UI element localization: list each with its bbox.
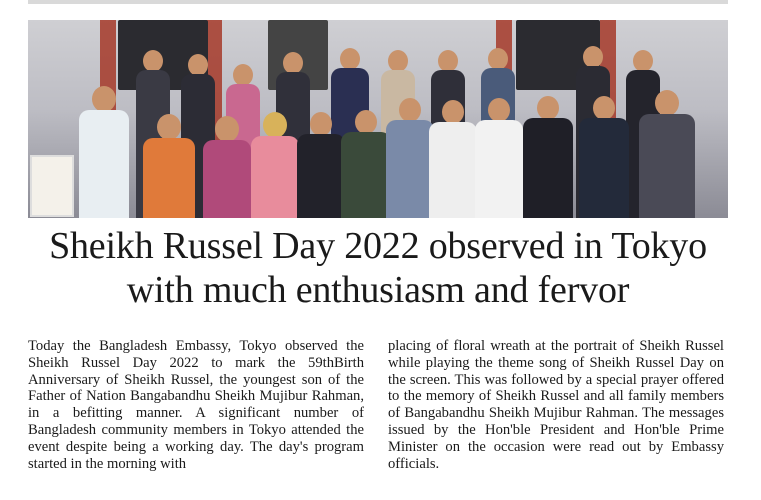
person xyxy=(576,96,632,218)
person xyxy=(200,116,254,218)
article-headline xyxy=(28,224,728,312)
top-divider xyxy=(28,0,728,4)
person xyxy=(140,114,198,218)
headline-line-2: with much enthusiasm and fervor xyxy=(126,269,630,311)
person xyxy=(76,86,132,218)
person xyxy=(472,98,526,218)
person xyxy=(636,90,698,218)
group-photo xyxy=(28,20,728,218)
person xyxy=(520,96,576,218)
article-column-right: placing of floral wreath at the portrait of Sheikh Russel while playing the theme song of Sheikh Russel Day on the screen. This was followed by a special prayer offered to the memory of Sheikh Russel and all family members of Bangabandhu Sheikh Mujibur Rahman. The messages issued by the Hon'ble President and Hon'ble Prime Minister on the occasion were read out by Embassy officials. xyxy=(388,338,724,472)
headline-line-1: Sheikh Russel Day 2022 observed in Tokyo xyxy=(49,225,707,267)
article-column-left: Today the Bangladesh Embassy, Tokyo observed the Sheikh Russel Day 2022 to mark the 59thBirth Anniversary of Sheikh Russel, the youngest son of the Father of Nation Bangabandhu Sheikh Mujibur Rahman, in a befitting manner. A significant number of Bangladesh community members in Tokyo attended the event despite being a working day. The day's program started in the morning with xyxy=(28,338,364,472)
framed-portrait xyxy=(30,155,74,217)
